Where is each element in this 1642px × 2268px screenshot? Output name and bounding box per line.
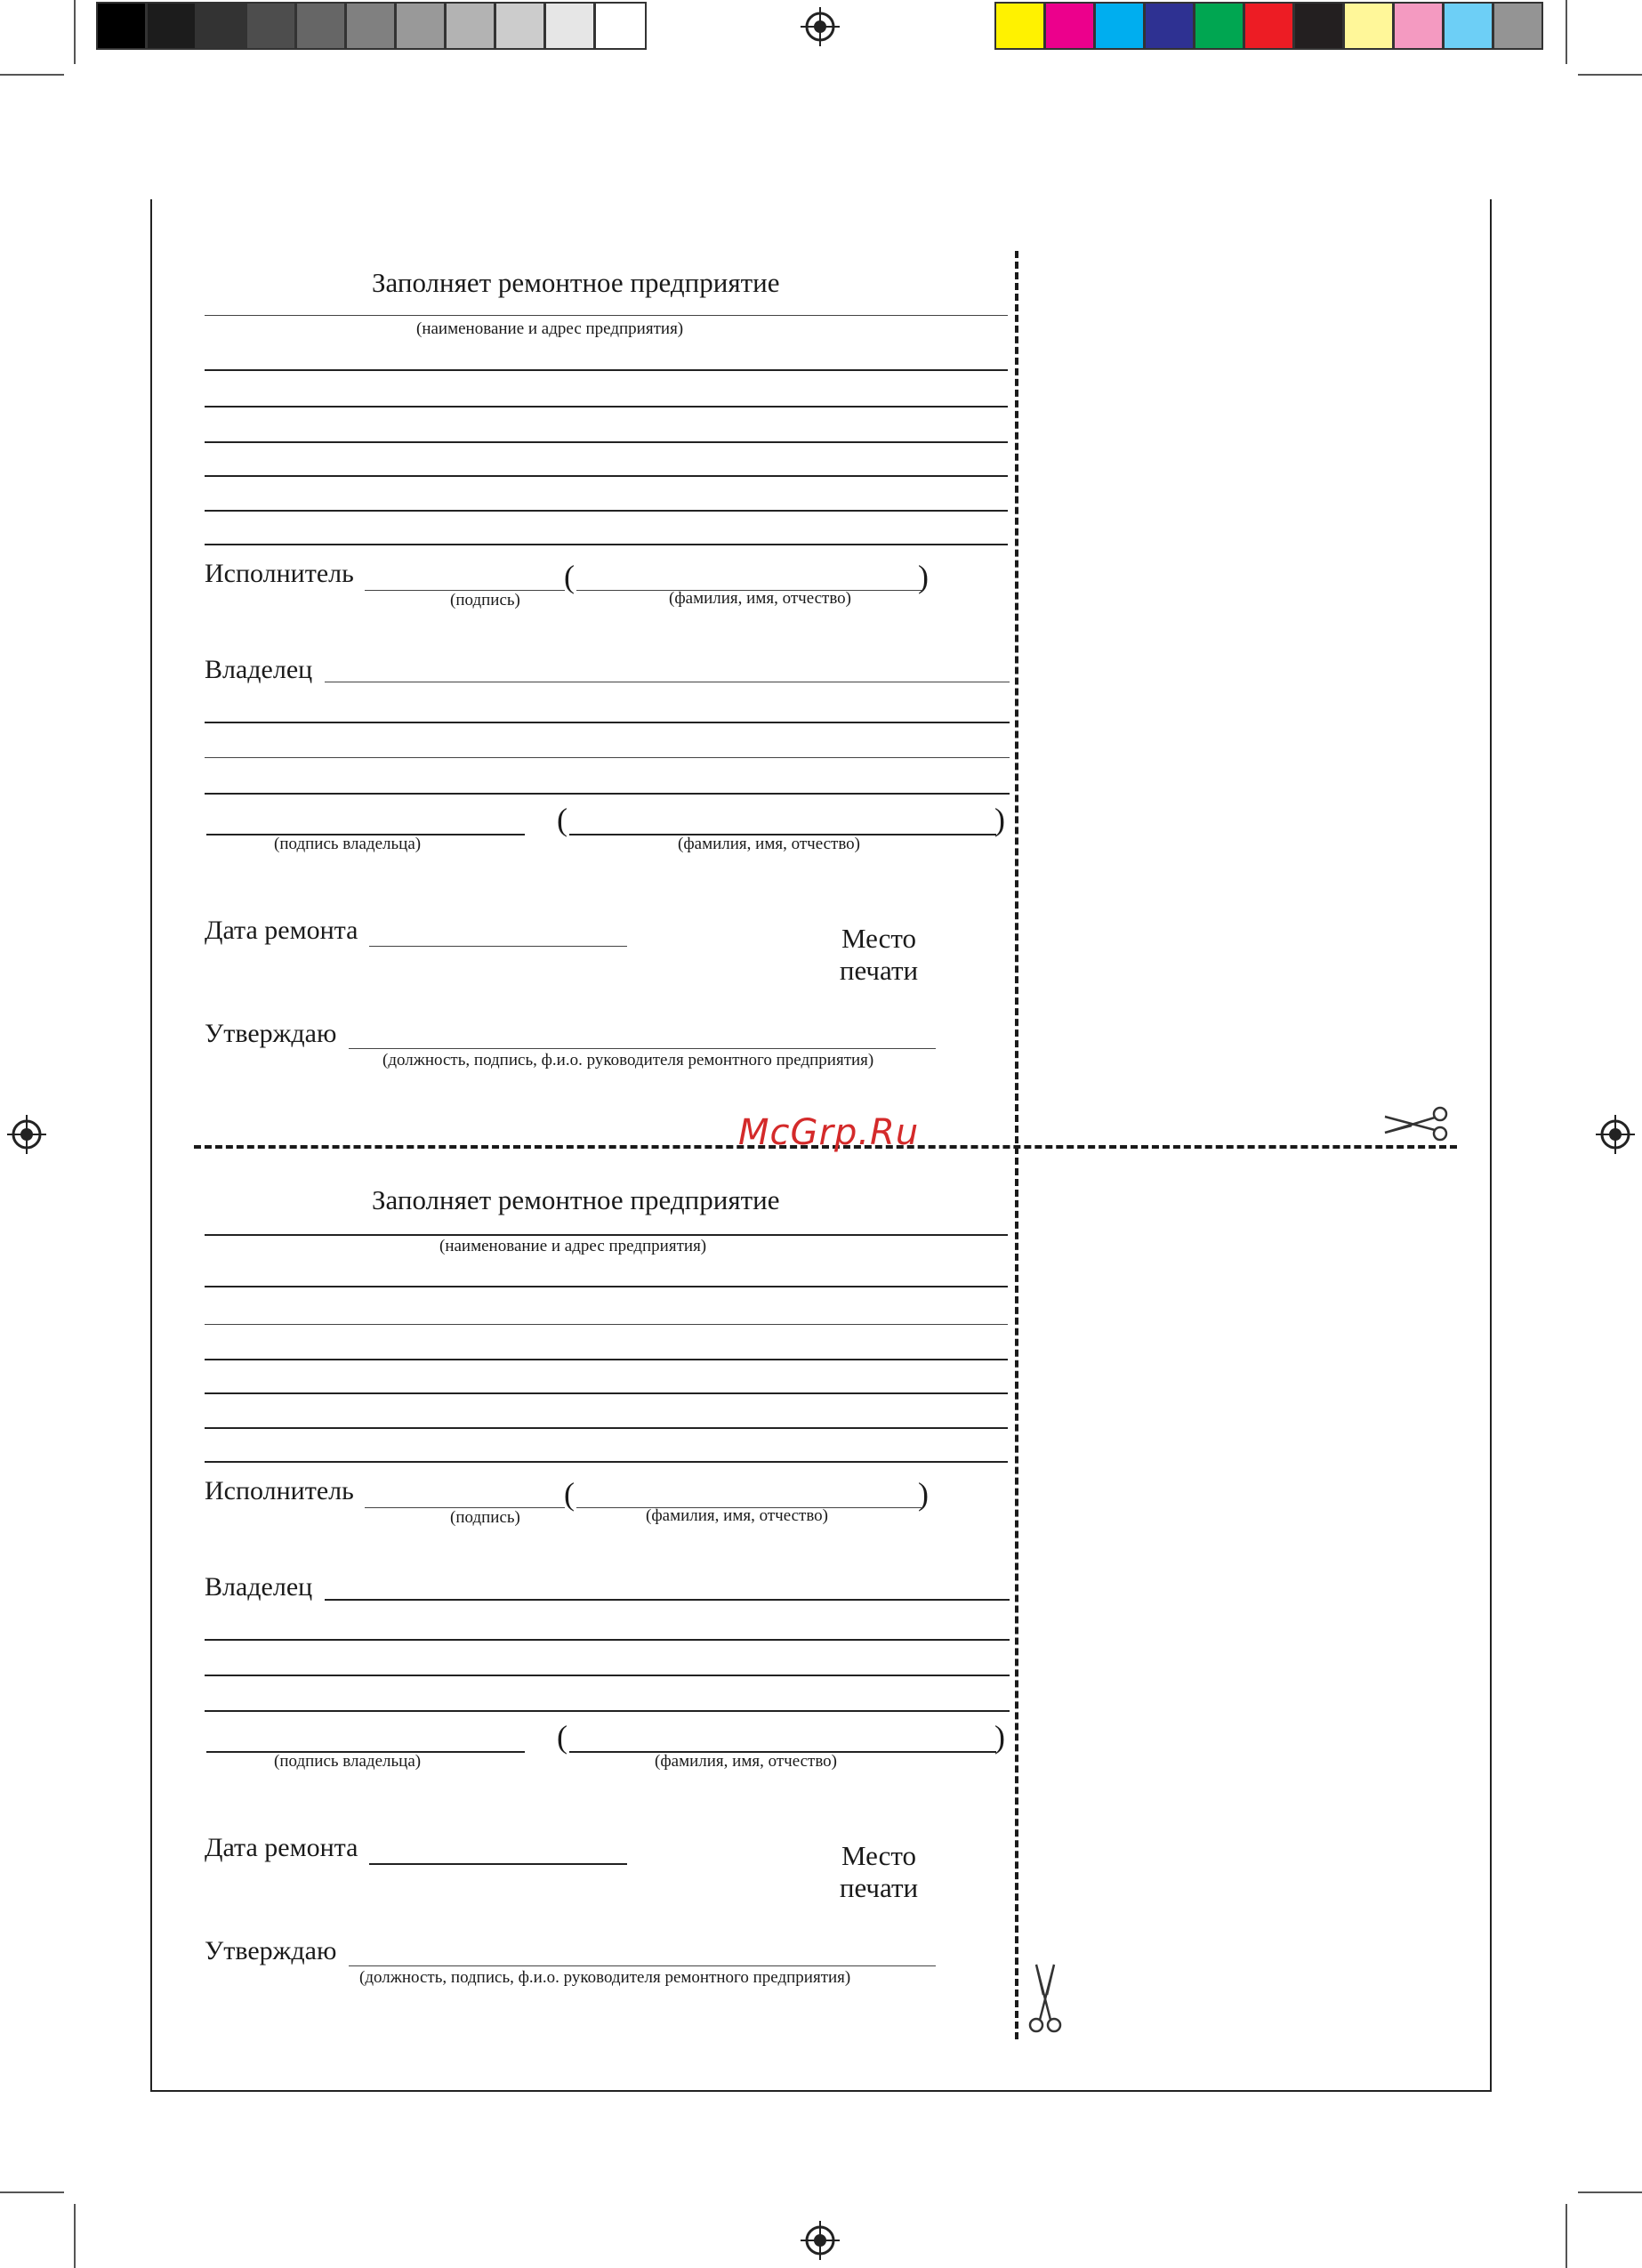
close-paren: ) <box>994 802 1005 837</box>
color-swatch <box>1044 2 1095 50</box>
color-swatch <box>1244 2 1294 50</box>
scissors-icon <box>1381 1106 1451 1142</box>
owner-line[interactable] <box>205 1639 1010 1641</box>
frame-bottom <box>150 2090 1492 2092</box>
approve-caption: (должность, подпись, ф.и.о. руководителя ремонтного предприятия) <box>359 1968 851 1987</box>
stamp-line-1: Место <box>841 923 917 954</box>
company-line[interactable] <box>205 1359 1008 1360</box>
color-swatch <box>1393 2 1444 50</box>
owner-line[interactable] <box>205 1710 1010 1712</box>
gray-swatch <box>245 2 296 50</box>
color-swatch <box>1094 2 1145 50</box>
frame-right <box>1490 199 1492 2092</box>
owner-label: Владелец <box>205 655 313 684</box>
close-paren: ) <box>994 1719 1005 1755</box>
color-swatch <box>1293 2 1344 50</box>
trim-mark <box>0 2191 64 2193</box>
stamp-place <box>818 1840 939 1904</box>
executor-label: Исполнитель <box>205 559 354 588</box>
color-swatch <box>1343 2 1394 50</box>
owner-line[interactable] <box>205 722 1010 723</box>
registration-mark-icon <box>801 2221 840 2260</box>
registration-mark-icon <box>1596 1115 1635 1154</box>
approve-label: Утверждаю <box>205 1936 337 1965</box>
open-paren: ( <box>564 559 575 594</box>
owner-sign-caption: (подпись владельца) <box>274 835 422 853</box>
owner-line[interactable] <box>205 1675 1010 1676</box>
company-line[interactable] <box>205 544 1008 545</box>
gray-swatch <box>96 2 147 50</box>
trim-mark <box>74 0 76 64</box>
company-line[interactable] <box>205 441 1008 443</box>
executor-name-caption: (фамилия, имя, отчество) <box>646 1506 829 1525</box>
gray-swatch <box>395 2 446 50</box>
company-line[interactable] <box>205 475 1008 477</box>
approve-line[interactable] <box>349 1965 936 1966</box>
open-paren: ( <box>557 802 567 837</box>
gray-swatch <box>196 2 246 50</box>
stamp-line-2: печати <box>839 1872 919 1903</box>
open-paren: ( <box>564 1476 575 1512</box>
coupon-heading: Заполняет ремонтное предприятие <box>372 1184 780 1215</box>
registration-mark-icon <box>7 1115 46 1154</box>
trim-mark <box>1566 2204 1567 2268</box>
gray-swatch <box>445 2 495 50</box>
stamp-place <box>818 923 939 987</box>
executor-label: Исполнитель <box>205 1476 354 1505</box>
color-swatch <box>1493 2 1543 50</box>
executor-name-caption: (фамилия, имя, отчество) <box>669 589 852 608</box>
company-line[interactable] <box>205 1461 1008 1463</box>
trim-mark <box>74 2204 76 2268</box>
approve-label: Утверждаю <box>205 1019 337 1048</box>
owner-label: Владелец <box>205 1572 313 1602</box>
company-line[interactable] <box>205 1234 1008 1236</box>
company-line[interactable] <box>205 510 1008 512</box>
owner-line[interactable] <box>205 757 1010 758</box>
executor-sign-caption: (подпись) <box>450 1508 520 1527</box>
scissors-icon <box>1027 1961 1063 2036</box>
approve-caption: (должность, подпись, ф.и.о. руководителя ремонтного предприятия) <box>382 1051 874 1069</box>
repair-date-label: Дата ремонта <box>205 916 358 945</box>
gray-swatch <box>295 2 346 50</box>
owner-name-caption: (фамилия, имя, отчество) <box>678 835 861 853</box>
owner-line[interactable] <box>325 1599 1010 1601</box>
company-caption: (наименование и адрес предприятия) <box>439 1237 707 1255</box>
close-paren: ) <box>918 559 929 594</box>
company-caption: (наименование и адрес предприятия) <box>416 319 684 338</box>
trim-mark <box>1578 74 1642 76</box>
close-paren: ) <box>918 1476 929 1512</box>
registration-mark-icon <box>801 7 840 46</box>
company-line[interactable] <box>205 1324 1008 1325</box>
trim-mark <box>0 74 64 76</box>
owner-sign-caption: (подпись владельца) <box>274 1752 422 1771</box>
company-line[interactable] <box>205 1427 1008 1429</box>
repair-date-line[interactable] <box>369 1863 627 1865</box>
color-swatch <box>994 2 1045 50</box>
gray-swatch <box>544 2 595 50</box>
color-swatch <box>1144 2 1195 50</box>
gray-swatch <box>495 2 545 50</box>
company-line[interactable] <box>205 315 1008 316</box>
trim-mark <box>1566 0 1567 64</box>
owner-line[interactable] <box>205 793 1010 795</box>
open-paren: ( <box>557 1719 567 1755</box>
coupon-heading: Заполняет ремонтное предприятие <box>372 267 780 298</box>
frame-left <box>150 199 152 2092</box>
trim-mark <box>1578 2191 1642 2193</box>
gray-swatch <box>594 2 647 50</box>
stamp-line-1: Место <box>841 1840 917 1871</box>
approve-line[interactable] <box>349 1048 936 1049</box>
repair-date-line[interactable] <box>369 946 627 947</box>
executor-sign-caption: (подпись) <box>450 591 520 609</box>
company-line[interactable] <box>205 406 1008 408</box>
color-swatch <box>1194 2 1244 50</box>
company-line[interactable] <box>205 1392 1008 1394</box>
repair-date-label: Дата ремонта <box>205 1833 358 1862</box>
gray-swatch <box>146 2 197 50</box>
stamp-line-2: печати <box>839 955 919 986</box>
owner-name-caption: (фамилия, имя, отчество) <box>655 1752 838 1771</box>
company-line[interactable] <box>205 1286 1008 1287</box>
color-swatch <box>1443 2 1493 50</box>
company-line[interactable] <box>205 369 1008 371</box>
watermark: McGrp.Ru <box>738 1112 920 1153</box>
gray-swatch <box>345 2 396 50</box>
